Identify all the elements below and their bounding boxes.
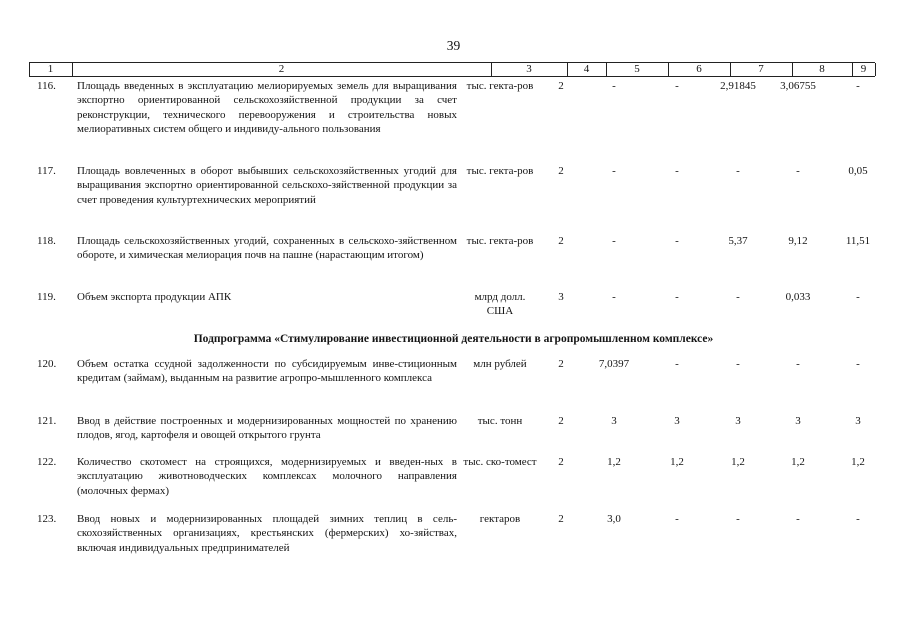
col-7-value: - [736,291,740,303]
indicator-name: Объем остатка ссудной задолженности по субсидируемым инве-стиционным кредитам (займам), выданным на развитие агропро-мышленного комплекса [77,358,457,385]
col-7-value: 2,91845 [720,80,756,92]
indicator-name: Площадь вовлеченных в оборот выбывших сельскохозяйственных угодий для выращивания экспортно ориентированной сельскохо-зяйственной продукции за счет проведения культуртехнических мероприятий [77,165,457,206]
row-number: 120. [37,358,57,370]
header-col-7: 7 [758,63,764,75]
col-6-value: - [675,235,679,247]
col-8-value: 1,2 [791,456,805,468]
indicator-name: Ввод новых и модернизированных площадей зимних теплиц в сель-скохозяйственных организациях, крестьянских (фермерских) хо-зяйствах, включая индивидуальных предпринимателей [77,513,457,554]
col-4-value: 2 [558,456,564,468]
col-8-value: - [796,358,800,370]
col-9-value: - [856,513,860,525]
col-6-value: - [675,165,679,177]
col-8-value: 9,12 [788,235,808,247]
indicator-name: Площадь введенных в эксплуатацию мелиорируемых земель для выращивания экспортно ориентированной сельскохозяйственной продукции за счет реконструкции, технического перевооружения и строительства новых мелиоративных систем общего и индивиду-ального пользования [77,80,457,136]
col-7-value: 5,37 [728,235,748,247]
col-6-value: 1,2 [670,456,684,468]
row-number: 118. [37,235,56,247]
row-number: 117. [37,165,56,177]
col-4-value: 3 [558,291,564,303]
col-8-value: 3 [795,415,801,427]
col-4-value: 2 [558,80,564,92]
unit-of-measure: тыс. гекта-ров [466,165,534,177]
header-col-2: 2 [278,63,285,75]
unit-of-measure: тыс. ско-томест [463,456,537,468]
col-7-value: 1,2 [731,456,745,468]
col-5-value: 3 [611,415,617,427]
row-number: 116. [37,80,56,92]
col-9-value: - [856,80,860,92]
header-col-3: 3 [526,63,532,75]
unit-of-measure: тыс. гекта-ров [466,80,534,92]
col-5-value: - [612,291,616,303]
indicator-name: Количество скотомест на строящихся, модернизируемых и введен-ных в эксплуатацию животноводческих комплексах молочного направления (молочных фермах) [77,456,457,497]
col-5-value: - [612,165,616,177]
unit-of-measure: тыс. тонн [477,415,523,427]
col-6-value: - [675,80,679,92]
col-9-value: - [856,358,860,370]
col-7-value: - [736,165,740,177]
col-4-value: 2 [558,415,564,427]
col-8-value: - [796,165,800,177]
col-6-value: - [675,358,679,370]
table-header-row [29,62,875,77]
col-5-value: 1,2 [607,456,621,468]
col-4-value: 2 [558,235,564,247]
col-8-value: 3,06755 [780,80,816,92]
col-7-value: 3 [735,415,741,427]
header-col-6: 6 [696,63,702,75]
row-number: 123. [37,513,57,525]
col-8-value: 0,033 [785,291,811,303]
unit-of-measure: млн рублей [473,358,527,370]
col-4-value: 2 [558,358,564,370]
subprogram-heading: Подпрограмма «Стимулирование инвестиционной деятельности в агропромышленном комплексе» [193,333,714,345]
row-number: 122. [37,456,57,468]
col-5-value: 7,0397 [598,358,630,370]
indicator-name: Ввод в действие построенных и модернизированных мощностей по хранению плодов, ягод, картофеля и овощей открытого грунта [77,415,457,442]
header-col-5: 5 [634,63,640,75]
col-9-value: 1,2 [851,456,865,468]
unit-of-measure: гектаров [479,513,521,525]
col-5-value: - [612,235,616,247]
col-9-value: 3 [855,415,861,427]
col-9-value: 0,05 [848,165,868,177]
header-col-1: 1 [47,63,54,75]
col-9-value: - [856,291,860,303]
col-9-value: 11,51 [845,235,871,247]
header-col-9: 9 [860,63,867,75]
col-4-value: 2 [558,165,564,177]
row-number: 119. [37,291,56,303]
col-8-value: - [796,513,800,525]
unit-of-measure: тыс. гекта-ров [466,235,534,247]
indicator-name: Объем экспорта продукции АПК [77,291,232,303]
row-number: 121. [37,415,57,427]
header-col-8: 8 [819,63,825,75]
page-number: 39 [446,38,461,53]
col-5-value: 3,0 [607,513,621,525]
col-6-value: - [675,291,679,303]
col-6-value: 3 [674,415,680,427]
col-7-value: - [736,513,740,525]
col-7-value: - [736,358,740,370]
col-6-value: - [675,513,679,525]
col-5-value: - [612,80,616,92]
header-col-4: 4 [583,63,590,75]
unit-of-measure: млрд долл. США [474,291,526,318]
col-4-value: 2 [558,513,564,525]
indicator-name: Площадь сельскохозяйственных угодий, сохраненных в сельскохо-зяйственном обороте, и химическая мелиорация почв на пашне (нарастающим итогом) [77,235,457,262]
